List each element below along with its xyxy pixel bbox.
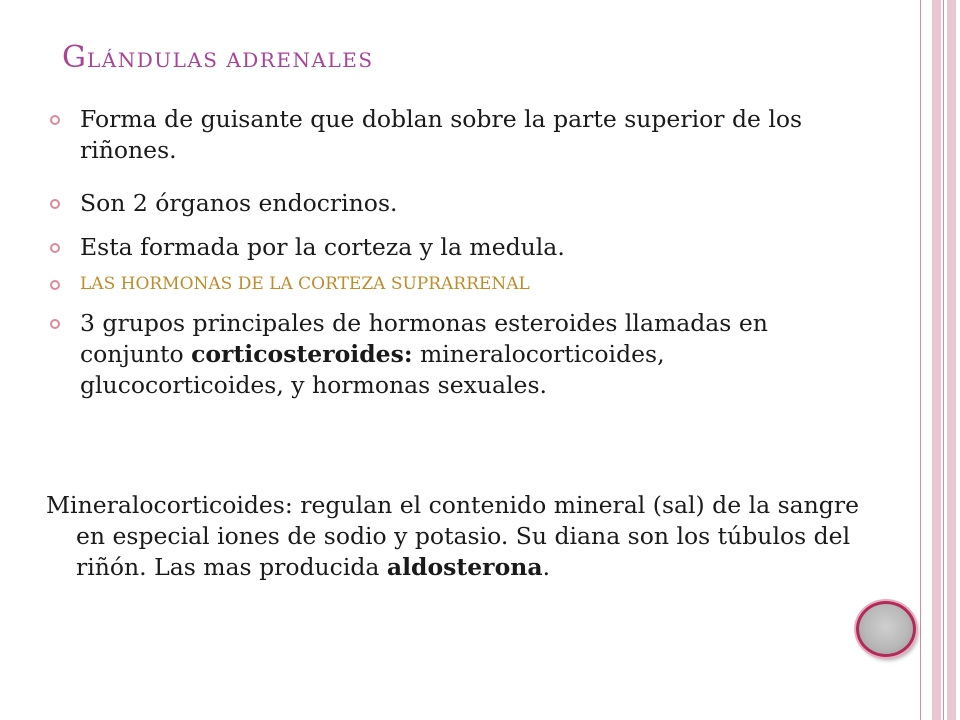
title-rest: LÁNDULAS ADRENALES bbox=[86, 48, 374, 72]
bold-term: corticosteroides: bbox=[191, 340, 413, 368]
subheading-text: LAS HORMONAS DE LA CORTEZA SUPRARRENAL bbox=[80, 274, 530, 294]
bullet-text: Son 2 órganos endocrinos. bbox=[80, 189, 398, 217]
border-band bbox=[932, 0, 941, 720]
text-run: 3 grupos principales de hormonas esteroides llamadas en conjunto bbox=[80, 309, 768, 368]
bullet-list bbox=[46, 104, 836, 401]
border-line bbox=[943, 0, 944, 720]
title-initial: G bbox=[62, 40, 87, 75]
ring-bullet-icon bbox=[50, 115, 60, 125]
ring-bullet-icon bbox=[50, 199, 60, 209]
bullet-text bbox=[80, 308, 836, 401]
slide-title bbox=[62, 40, 374, 75]
circle-button-icon[interactable] bbox=[856, 601, 916, 657]
border-line bbox=[920, 0, 921, 720]
border-band bbox=[947, 0, 956, 720]
text-run: mineralocorticoides, glucocorticoides, y hormonas sexuales. bbox=[80, 340, 665, 399]
bullet-text: Esta formada por la corteza y la medula. bbox=[80, 233, 565, 261]
text-run: Mineralocorticoides: regulan el contenido mineral (sal) de la sangre en especial iones de sodio y potasio. Su diana son los túbulos del riñón. Las mas producida bbox=[46, 491, 859, 581]
text-run: . bbox=[542, 553, 551, 581]
bullet-text: Forma de guisante que doblan sobre la parte superior de los riñones. bbox=[80, 105, 803, 164]
list-item bbox=[46, 104, 836, 166]
ring-bullet-icon bbox=[50, 243, 60, 253]
list-item-subheading bbox=[46, 273, 836, 295]
list-item bbox=[46, 308, 836, 401]
ring-bullet-icon bbox=[50, 280, 60, 290]
ring-bullet-icon bbox=[50, 319, 60, 329]
list-item bbox=[46, 188, 836, 219]
list-item bbox=[46, 232, 836, 263]
body-paragraph bbox=[46, 490, 866, 583]
bold-term: aldosterona bbox=[386, 553, 543, 581]
